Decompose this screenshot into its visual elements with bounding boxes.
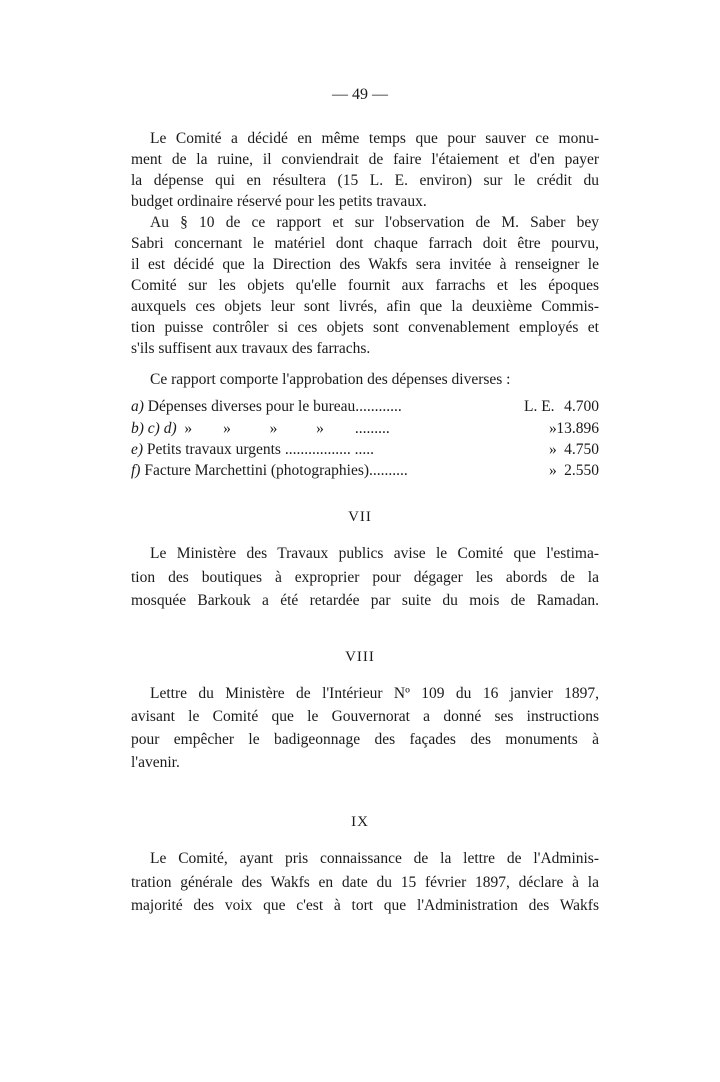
text-line: Le Comité a décidé en même temps que pour sauver ce monu- (150, 130, 599, 147)
text-line: pour empêcher le badigeonnage des façades des monuments à (131, 731, 599, 748)
text-line: tion des boutiques à exproprier pour dégager les abords de la (131, 569, 599, 586)
text-line: mosquée Barkouk a été retardée par suite du mois de Ramadan. (131, 592, 599, 609)
text-line: il est décidé que la Direction des Wakfs sera invitée à renseigner le (131, 256, 599, 273)
expense-mark: e) (131, 441, 144, 458)
expense-amount: 13.896 (556, 420, 599, 437)
expense-amount: 4.750 (564, 441, 599, 458)
section-heading: VII (348, 509, 372, 525)
expense-label: Dépenses diverses pour le bureau............ (143, 398, 402, 415)
text-line: auxquels ces objets leur sont livrés, afin que la deuxième Commis- (131, 298, 599, 315)
section-heading: VIII (345, 649, 375, 665)
expense-currency: » (549, 420, 557, 437)
expense-amount: 2.550 (564, 462, 599, 479)
expense-currency: » (549, 441, 557, 458)
text-line: Sabri concernant le matériel dont chaque farrach doit être pourvu, (131, 235, 599, 252)
text-line: tion puisse contrôler si ces objets sont convenablement employés et (131, 319, 599, 336)
expense-amount: 4.700 (564, 398, 599, 415)
expense-mark: f) (131, 462, 141, 479)
text-line: l'avenir. (131, 754, 180, 771)
text-line: Au § 10 de ce rapport et sur l'observation de M. Saber bey (150, 214, 599, 231)
text-line: Le Ministère des Travaux publics avise le Comité que l'estima- (150, 545, 599, 562)
expense-currency: » (549, 462, 557, 479)
expense-currency: L. E. (524, 398, 555, 415)
text-line: tration générale des Wakfs en date du 15 février 1897, déclare à la (131, 874, 599, 891)
expense-mark: a) (131, 398, 144, 415)
expense-label: Facture Marchettini (photographies).......... (140, 462, 408, 479)
text-line: ment de la ruine, il conviendrait de faire l'étaiement et d'en payer (131, 151, 599, 168)
text-line: Lettre du Ministère de l'Intérieur Nº 109 du 16 janvier 1897, (150, 685, 599, 702)
expense-label: Petits travaux urgents ................. ..... (143, 441, 374, 458)
text-line: la dépense qui en résultera (15 L. E. environ) sur le crédit du (131, 172, 599, 189)
expense-label: » » » » ......... (176, 420, 390, 437)
text-line: s'ils suffisent aux travaux des farrachs. (131, 340, 371, 357)
text-line: avisant le Comité que le Gouvernorat a donné ses instructions (131, 708, 599, 725)
expenses-intro: Ce rapport comporte l'approbation des dépenses diverses : (150, 371, 511, 388)
text-line: budget ordinaire réservé pour les petits travaux. (131, 193, 427, 210)
text-line: majorité des voix que c'est à tort que l'Administration des Wakfs (131, 897, 599, 914)
page-number: — 49 — (332, 86, 388, 103)
text-line: Le Comité, ayant pris connaissance de la lettre de l'Adminis- (150, 850, 599, 867)
expense-mark: b) c) d) (131, 420, 177, 437)
section-heading: IX (351, 814, 369, 830)
text-line: Comité sur les objets qu'elle fournit aux farrachs et les époques (131, 277, 599, 294)
